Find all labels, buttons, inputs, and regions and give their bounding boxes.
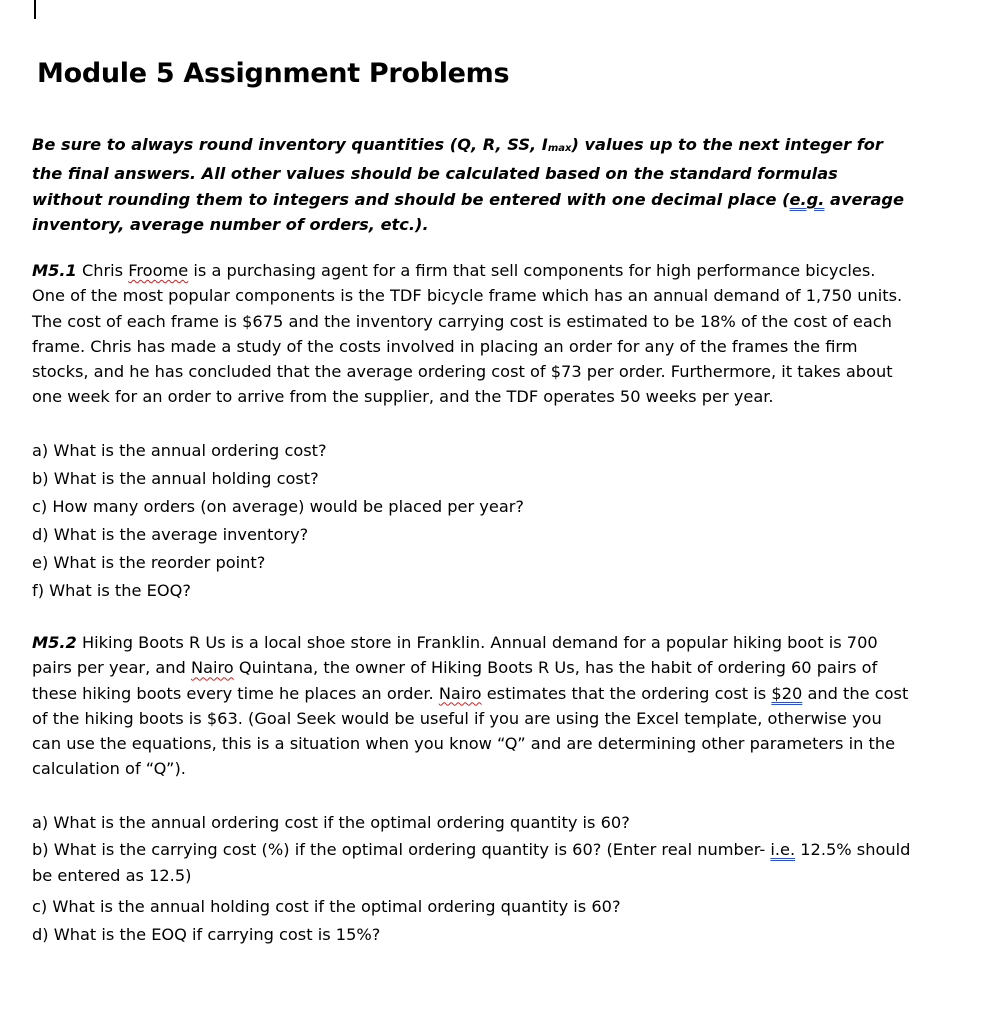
spelling-flagged-nairo-2: Nairo bbox=[438, 683, 482, 703]
grammar-flagged-eg: e.g. bbox=[789, 189, 825, 209]
problem-id-m5-2: M5.2 bbox=[32, 633, 77, 652]
question-m5-1-e: e) What is the reorder point? bbox=[32, 553, 266, 572]
imax-subscript: max bbox=[547, 143, 572, 154]
spelling-flagged-froome: Froome bbox=[128, 261, 189, 280]
m5-2-text-b: Quintana, the owner of Hiking Boots R Us, has the habit of ordering 60 pairs of these hiking boots every time he places an order. bbox=[32, 658, 878, 703]
question-m5-1-b: b) What is the annual holding cost? bbox=[32, 469, 319, 488]
spelling-flagged-nairo-1: Nairo bbox=[190, 658, 234, 678]
question-m5-2-b bbox=[32, 837, 932, 893]
question-m5-1-f: f) What is the EOQ? bbox=[32, 581, 191, 600]
m5-1-text-b: is a purchasing agent for a firm that sell components for high performance bicycles. One of the most popular components is the TDF bicycle frame which has an annual demand of 1,750 units. The cost of each frame is $675 and the inventory carrying cost is estimated to be 18% of the cost of each frame. Chris has made a study of the costs involved in placing an order for any of the frames the firm stocks, and he has concluded that the average ordering cost of $73 per order. Furthermore, it takes about one week for an order to arrive from the supplier, and the TDF operates 50 weeks per year. bbox=[32, 261, 903, 407]
text-cursor bbox=[34, 0, 36, 19]
m5-2-text-d: and the cost of the hiking boots is $63. (Goal Seek would be useful if you are using the Excel template, otherwise you can use the equations, this is a situation when you know “Q” and are determining other parameters in the calculation of “Q”). bbox=[32, 683, 909, 779]
question-m5-1-d: d) What is the average inventory? bbox=[32, 525, 309, 544]
question-m5-2-a: a) What is the annual ordering cost if the optimal ordering quantity is 60? bbox=[32, 813, 630, 832]
page-title: Module 5 Assignment Problems bbox=[37, 58, 510, 89]
m5-1-question-list bbox=[32, 437, 932, 605]
question-m5-1-c: c) How many orders (on average) would be placed per year? bbox=[32, 497, 525, 516]
m5-1-text-a: Chris bbox=[76, 261, 129, 280]
problem-id-m5-1: M5.1 bbox=[32, 261, 77, 280]
question-m5-2-b-text-2: 12.5% should be entered as 12.5) bbox=[32, 840, 911, 885]
m5-2-question-list bbox=[32, 809, 932, 949]
m5-2-text-c: estimates that the ordering cost is bbox=[481, 683, 772, 703]
question-m5-2-d: d) What is the EOQ if carrying cost is 15%? bbox=[32, 925, 381, 944]
rounding-instructions bbox=[32, 132, 912, 237]
grammar-flagged-price: $20 bbox=[771, 683, 803, 703]
question-m5-2-b-text-1: b) What is the carrying cost (%) if the optimal ordering quantity is 60? (Enter real number- bbox=[32, 840, 771, 859]
m5-2-text-a: Hiking Boots R Us is a local shoe store in Franklin. Annual demand for a popular hiking boot is 700 pairs per year, and bbox=[32, 633, 878, 678]
problem-m5-1 bbox=[32, 258, 912, 410]
question-m5-2-c: c) What is the annual holding cost if the optimal ordering quantity is 60? bbox=[32, 897, 621, 916]
instructions-text-2: ) values up to the next integer for the final answers. All other values should be calculated based on the standard formulas without rounding them to integers and should be entered with one decimal place ( bbox=[32, 135, 883, 209]
instructions-text-3: average inventory, average number of orders, etc.). bbox=[32, 189, 904, 234]
problem-m5-2 bbox=[32, 630, 912, 782]
instructions-text-1: Be sure to always round inventory quantities (Q, R, SS, I bbox=[32, 135, 548, 154]
grammar-flagged-ie: i.e. bbox=[770, 840, 796, 859]
question-m5-1-a: a) What is the annual ordering cost? bbox=[32, 441, 327, 460]
